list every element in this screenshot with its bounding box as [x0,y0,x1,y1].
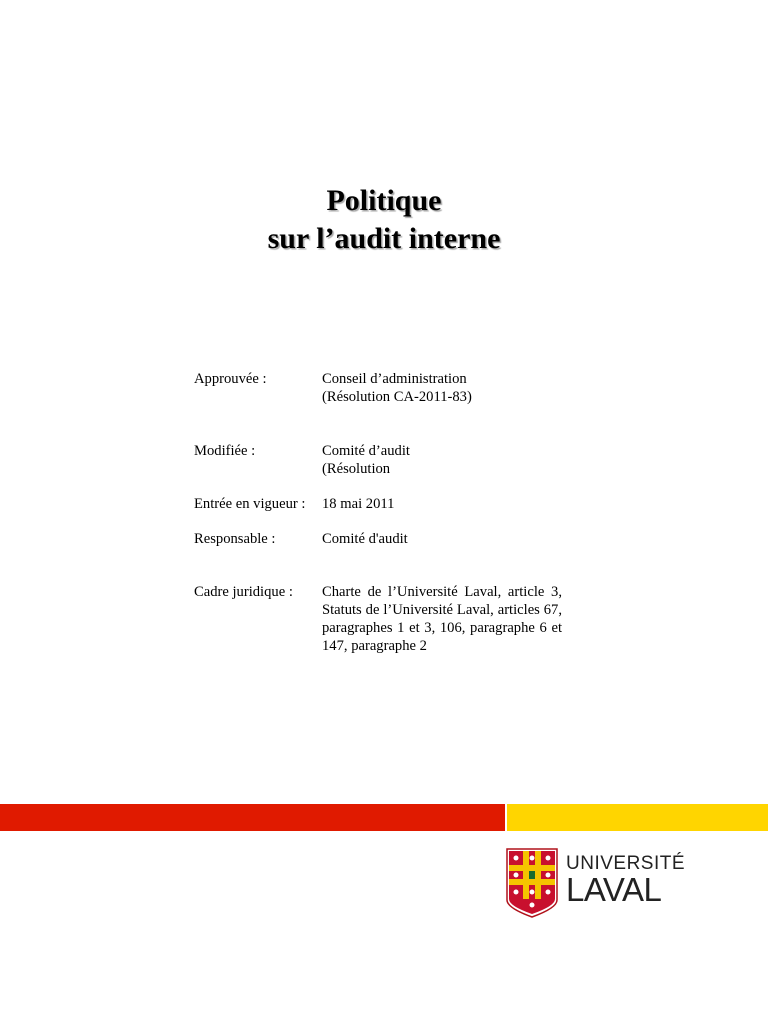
coat-of-arms-icon [506,848,558,918]
logo-universite: UNIVERSITÉ [566,853,686,874]
field-label: Responsable : [194,531,276,547]
field-value [322,442,562,478]
universite-laval-logo [506,848,686,918]
value-line: Conseil d’administration [322,371,467,387]
yellow-banner [507,804,768,831]
field-label: Approuvée : [194,371,267,387]
field-entree-en-vigueur [194,495,564,513]
field-value [322,370,562,406]
value-line: 18 mai 2011 [322,496,395,512]
value-line: Comité d'audit [322,531,408,547]
value-line: (Résolution CA-2011-83) [322,389,472,405]
field-value [322,530,562,548]
field-responsable [194,530,564,548]
field-modifiee [194,442,564,478]
field-label: Modifiée : [194,443,256,459]
value-line: (Résolution [322,461,391,477]
title-line-1: Politique [326,184,442,217]
field-label: Cadre juridique : [194,584,293,600]
field-label: Entrée en vigueur : [194,496,306,512]
value-line: Comité d’audit [322,443,410,459]
document-title [0,182,768,258]
field-value: Charte de l’Université Laval, article 3, Statuts de l’Université Laval, articles 67, paragraphes 1 et 3, 106, paragraphe 6 et 147, paragraphe 2 [322,584,562,654]
field-value [322,495,562,513]
field-cadre-juridique [194,583,564,655]
logo-wordmark [566,854,685,906]
field-approuvee [194,370,564,406]
logo-laval: LAVAL [566,871,662,908]
red-banner [0,804,505,831]
title-line-2: sur l’audit interne [267,222,501,255]
